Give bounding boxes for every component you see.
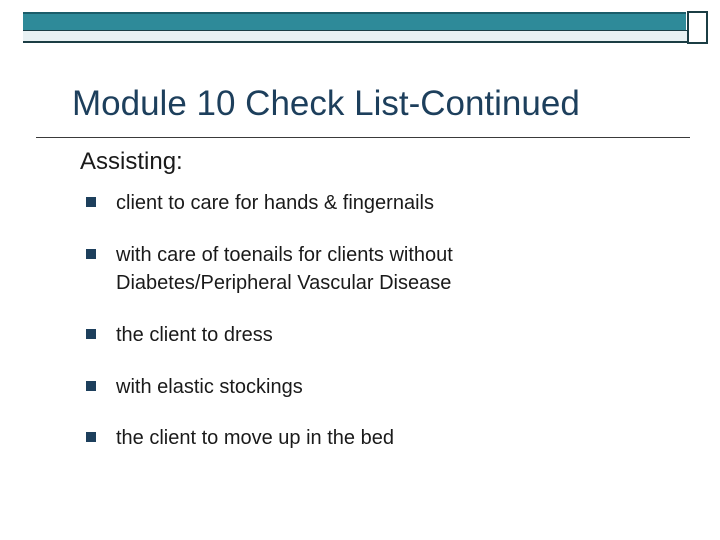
square-bullet-icon	[86, 432, 96, 442]
list-item	[86, 424, 394, 452]
top-decorative-bar	[23, 12, 686, 32]
list-item-text	[116, 241, 453, 297]
list-item	[86, 373, 303, 401]
list-item-text: client to care for hands & fingernails	[116, 192, 434, 214]
list-item-text: the client to move up in the bed	[116, 427, 394, 449]
section-heading: Assisting:	[80, 148, 183, 175]
list-item-text: the client to dress	[116, 324, 273, 346]
slide-title: Module 10 Check List-Continued	[72, 84, 580, 123]
square-bullet-icon	[86, 249, 96, 259]
corner-decorative-box	[687, 11, 708, 44]
list-item	[86, 241, 453, 297]
top-decorative-line	[23, 30, 688, 43]
square-bullet-icon	[86, 381, 96, 391]
list-item	[86, 189, 434, 217]
square-bullet-icon	[86, 329, 96, 339]
square-bullet-icon	[86, 197, 96, 207]
list-item	[86, 321, 273, 349]
list-item-line: Diabetes/Peripheral Vascular Disease	[116, 272, 452, 294]
title-divider	[36, 137, 690, 138]
list-item-line: with care of toenails for clients without	[116, 244, 453, 266]
list-item-text: with elastic stockings	[116, 376, 303, 398]
